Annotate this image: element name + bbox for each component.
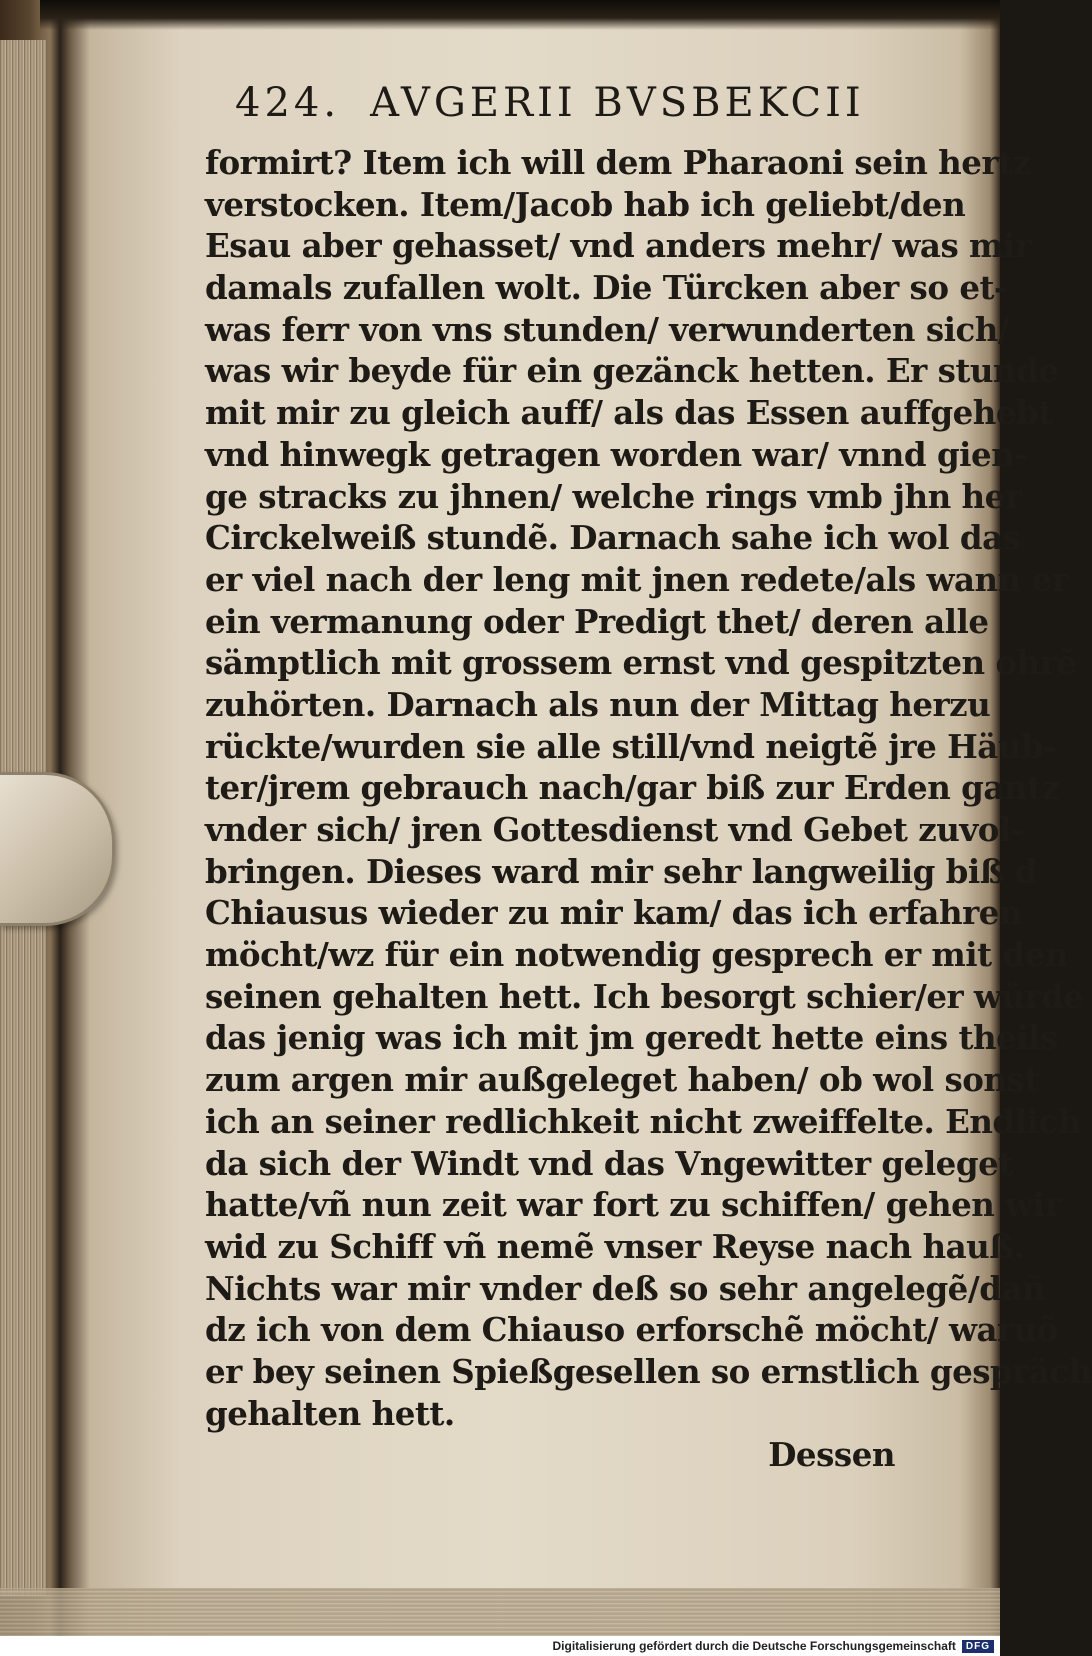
text-line: seinen gehalten hett. Ich besorgt schier/er würde [205, 976, 1084, 1016]
page-top-shadow [40, 0, 1000, 30]
page-clip-tab [0, 772, 115, 926]
text-line: rückte/wurden sie alle still/vnd neigtẽ jre Häub- [205, 726, 1057, 766]
text-line: Nichts war mir vnder deß so sehr angelegẽ/dañ [205, 1268, 1046, 1308]
text-line: hatte/vñ nun zeit war fort zu schiffen/ gehen wir [205, 1185, 1062, 1225]
funding-credit: Digitalisierung gefördert durch die Deutsche Forschungsgemeinschaft [552, 1639, 956, 1653]
text-line: möcht/wz für ein notwendig gesprech er mit den [205, 935, 1069, 975]
text-line: sämptlich mit grossem ernst vnd gespitzten ohrẽ [205, 643, 1077, 683]
text-line: gehalten hett. [205, 1393, 455, 1433]
text-line: Chiausus wieder zu mir kam/ das ich erfahren [205, 893, 1023, 933]
digitization-footer [0, 1636, 1000, 1656]
text-line: dz ich von dem Chiauso erforschẽ möcht/ waruõ [205, 1310, 1058, 1350]
page-number: 424. [235, 80, 341, 126]
text-line: mit mir zu gleich auff/ als das Essen auffgehebt [205, 393, 1053, 433]
text-line: ich an seiner redlichkeit nicht zweiffelte. Endlich [205, 1101, 1081, 1141]
catchword: Dessen [768, 1435, 895, 1475]
text-line: was ferr von vns stunden/ verwunderten sich/ [205, 309, 1010, 349]
page-text-block [205, 80, 1092, 1476]
text-line: bringen. Dieses ward mir sehr langweilig biß d [205, 851, 1037, 891]
text-line: vnder sich/ jren Gottesdienst vnd Gebet zuvol- [205, 810, 1024, 849]
text-line: Circkelweiß stundẽ. Darnach sahe ich wol das [205, 518, 1021, 558]
body-text [205, 142, 1092, 1434]
dfg-logo: DFG [962, 1640, 994, 1653]
running-head-title: AVGERII BVSBEKCII [370, 80, 865, 126]
text-line: damals zufallen wolt. Die Türcken aber so et- [205, 268, 1008, 308]
running-head [205, 80, 935, 142]
text-line: er bey seinen Spießgesellen so ernstlich gespräch [205, 1351, 1092, 1391]
text-line: Esau aber gehasset/ vnd anders mehr/ was mir [205, 226, 1032, 266]
text-line: wid zu Schiff vñ nemẽ vnser Reyse nach hauß. [205, 1226, 1025, 1266]
text-line: zum argen mir außgeleget haben/ ob wol sonst [205, 1060, 1039, 1100]
text-line: zuhörten. Darnach als nun der Mittag herzu [205, 684, 991, 724]
text-line: ge stracks zu jhnen/ welche rings vmb jhn her [205, 476, 1022, 516]
text-line: er viel nach der leng mit jnen redete/als wann er [205, 559, 1069, 599]
book-page-bottom-edges [0, 1588, 1000, 1636]
text-line: vnd hinwegk getragen worden war/ vnnd gien- [205, 434, 1028, 474]
text-line: verstocken. Item/Jacob hab ich geliebt/den [205, 184, 966, 224]
text-line: da sich der Windt vnd das Vngewitter geleget [205, 1143, 1013, 1183]
text-line: ter/jrem gebrauch nach/gar biß zur Erden gantz [205, 768, 1060, 808]
text-line: das jenig was ich mit jm geredt hette eins theils [205, 1018, 1058, 1058]
text-line: was wir beyde für ein gezänck hetten. Er stunde [205, 351, 1059, 391]
text-line: formirt? Item ich will dem Pharaoni sein hertz [205, 143, 1031, 182]
text-line: ein vermanung oder Predigt thet/ deren alle [205, 601, 989, 641]
